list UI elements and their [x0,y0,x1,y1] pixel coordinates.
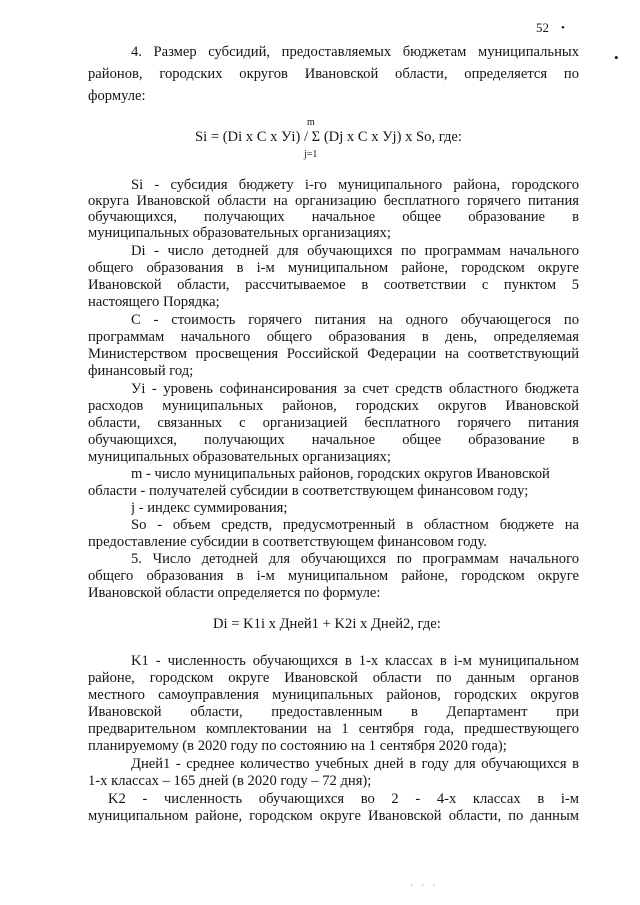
definition-k1-line-2: районе, городском округе Ивановской области по данным органов [88,670,579,686]
definition-k1-line-3: местного самоуправления муниципальных районов, городских округов [88,687,579,703]
section-4-line-1: 4. Размер субсидий, предоставляемых бюджетам муниципальных [131,44,579,60]
definition-c-line-3: Министерством просвещения Российской Федерации на соответствующий [88,346,579,362]
sum-lower-limit: j=1 [304,149,318,160]
scan-artifact-marks: · · · [410,880,439,890]
definition-k1-line-4: Ивановской области, предоставленным в Департамент при [88,704,579,720]
definition-days1-line-2: 1-х классах – 165 дней (в 2020 году – 72 дня); [88,773,372,789]
section-5-line-2: общего образования в i-м муниципальном районе, городском округе [88,568,579,584]
definition-k2-line-2: муниципальном районе, городском округе Ивановской области, по данным [88,808,579,824]
sum-upper-limit: m [307,117,315,128]
page-number: 52 [536,20,549,35]
definition-c-line-1: С - стоимость горячего питания на одного обучающегося по [131,312,579,328]
definition-di-line-4: настоящего Порядка; [88,294,220,310]
section-5-line-1: 5. Число детодней для обучающихся по программам начального [131,551,579,567]
definition-si-line-3: обучающихся, получающих начальное общее образование в [88,209,579,225]
definition-yi-line-4: обучающихся, получающих начальное общее образование в [88,432,579,448]
definition-si-line-1: Si - субсидия бюджету i-го муниципального района, городского [131,177,579,193]
definition-j-line-1: j - индекс суммирования; [131,500,288,516]
section-4-line-3: формуле: [88,88,146,104]
definition-k2-line-1: K2 - численность обучающихся во 2 - 4-х классах в i-м [108,791,579,807]
definition-yi-line-1: Уi - уровень софинансирования за счет средств областного бюджета [131,381,579,397]
section-5-line-3: Ивановской области определяется по формуле: [88,585,381,601]
definition-m-line-1: m - число муниципальных районов, городских округов Ивановской [131,466,550,482]
margin-mark: • [614,50,619,65]
definition-si-line-4: муниципальных образовательных организациях; [88,225,391,241]
definition-c-line-4: финансовый год; [88,363,194,379]
definition-k1-line-1: K1 - численность обучающихся в 1-х классах в i-м муниципальном [131,653,579,669]
page-number-mark: • [561,22,565,34]
section-4-line-2: районов, городских округов Ивановской области, определяется по [88,66,579,82]
definition-k1-line-6: планируемому (в 2020 году по состоянию на 1 сентября 2020 года); [88,738,507,754]
formula-subsidy: Si = (Di x C x Уi) / Σ (Dj x C x Уj) x So, где: [195,129,462,145]
definition-so-line-2: предоставление субсидии в соответствующем финансовом году. [88,534,487,550]
definition-di-line-3: Ивановской области, рассчитываемое в соответствии с пунктом 5 [88,277,579,293]
definition-so-line-1: So - объем средств, предусмотренный в областном бюджете на [131,517,579,533]
definition-si-line-2: округа Ивановской области на организацию бесплатного горячего питания [88,193,579,209]
definition-days1-line-1: Дней1 - среднее количество учебных дней в году для обучающихся в [131,756,579,772]
definition-di-line-2: общего образования в i-м муниципальном районе, городском округе [88,260,579,276]
definition-k1-line-5: предварительном комплектовании на 1 сентября года, предшествующего [88,721,579,737]
definition-yi-line-5: муниципальных образовательных организациях; [88,449,391,465]
definition-c-line-2: программам начального общего образования в день, определяемая [88,329,579,345]
definition-yi-line-3: области, связанных с организацией бесплатного горячего питания [88,415,579,431]
formula-child-days: Di = K1i x Дней1 + K2i x Дней2, где: [213,616,441,632]
definition-m-line-2: области - получателей субсидии в соответствующем финансовом году; [88,483,529,499]
definition-di-line-1: Di - число детодней для обучающихся по программам начального [131,243,579,259]
definition-yi-line-2: расходов муниципальных районов, городских округов Ивановской [88,398,579,414]
